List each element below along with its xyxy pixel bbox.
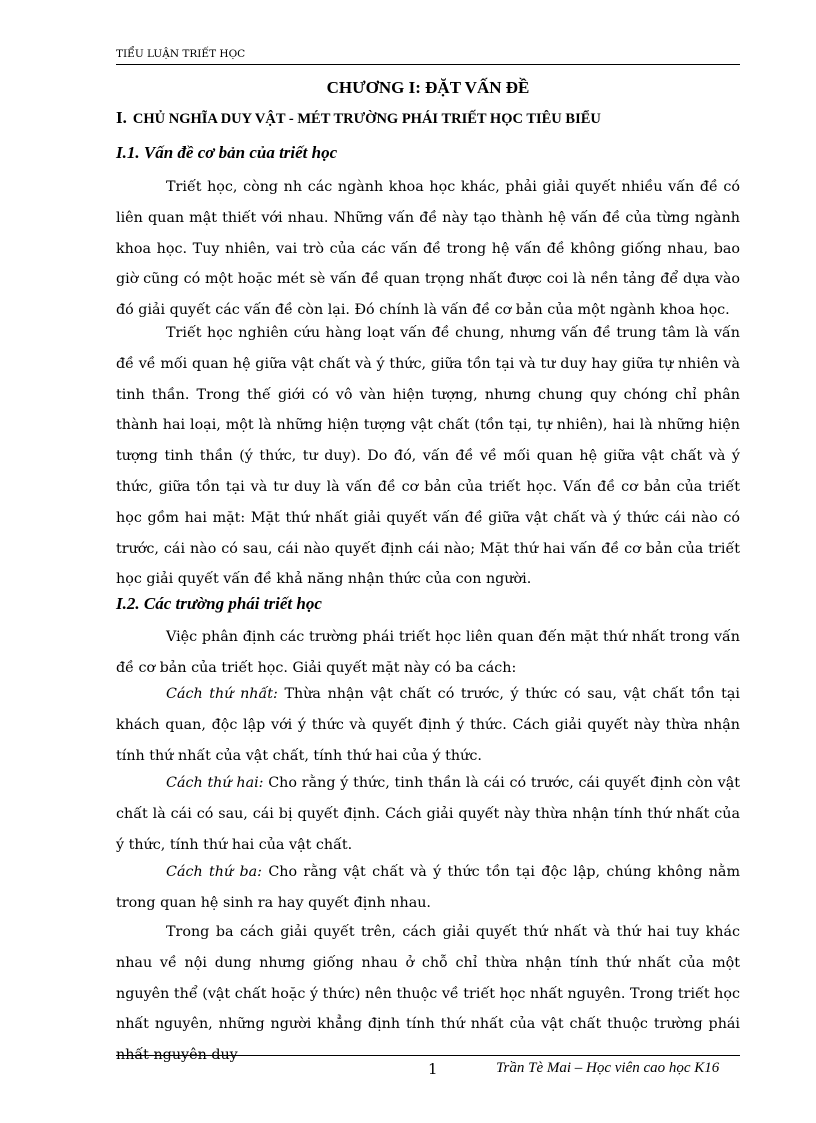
paragraph: Việc phân định các trường phái triết học liên quan đến mặt thứ nhất trong vấn đề cơ bản của triết học. Giải quyết mặt này có ba cách: [116,629,740,676]
paragraph-method-2 [116,768,740,860]
method-2-text: Cho rằng ý thức, tinh thần là cái có trước, cái quyết định còn vật chất là cái có sau, cái bị quyết định. Cách giải quyết này thừa nhận tính thứ nhất của ý thức, tính thứ hai của vật chất. [116,775,740,853]
section-number: I. [116,108,127,127]
subsection-heading-1-2: I.2. Các trường phái triết học [116,594,322,613]
footer-rule [116,1055,740,1056]
method-3-text: Cho rằng vật chất và ý thức tồn tại độc lập, chúng không nằm trong quan hệ sinh ra hay quyết định nhau. [116,864,740,911]
method-2-label: Cách thứ hai: [166,775,264,791]
method-3-label: Cách thứ ba: [166,864,262,880]
page-number: 1 [428,1060,438,1078]
running-header: TIỂU LUẬN TRIẾT HỌC [116,48,246,60]
subsection-heading-1-1: I.1. Vấn đề cơ bản của triết học [116,143,338,162]
method-1-text: Thừa nhận vật chất có trước, ý thức có sau, vật chất tồn tại khách quan, độc lập với ý thức và quyết định ý thức. Cách giải quyết này thừa nhận tính thứ nhất của vật chất, tính thứ hai của ý thức. [116,686,740,764]
header-rule [116,64,740,65]
paragraph: Trong ba cách giải quyết trên, cách giải quyết thứ nhất và thứ hai tuy khác nhau về nội dung nhưng giống nhau ở chỗ chỉ thừa nhận tính thứ nhất của một nguyên thể (vật chất hoặc ý thức) nên thuộc về triết học nhất nguyên. Trong triết học nhất nguyên, những người khẳng định tính thứ nhất của vật chất thuộc trường phái nhất nguyên duy [116,924,740,1064]
chapter-title: CHƯƠNG I: ĐẶT VẤN ĐỀ [326,78,530,97]
paragraph-method-3 [116,857,740,919]
footer-author: Trần Tè Mai – Học viên cao học K16 [496,1060,720,1076]
paragraph-method-1 [116,679,740,771]
section-title: CHỦ NGHĨA DUY VẬT - MÉT TRƯỜNG PHÁI TRIẾT HỌC TIÊU BIỂU [132,111,601,127]
paragraph: Triết học nghiên cứu hàng loạt vấn đề chung, nhưng vấn đề trung tâm là vấn đề về mối quan hệ giữa vật chất và ý thức, giữa tồn tại và tư duy hay giữa tự nhiên và tinh thần. Trong thế giới có vô vàn hiện tượng, nhưng chung quy chóng chỉ phân thành hai loại, một là những hiện tượng vật chất (tồn tại, tự nhiên), hai là những hiện tượng tinh thần (ý thức, tư duy). Do đó, vấn đề về mối quan hệ giữa vật chất và ý thức, giữa tồn tại và tư duy là vấn đề cơ bản của triết học. Vấn đề cơ bản của triết học gồm hai mặt: Mặt thứ nhất giải quyết vấn đề giữa vật chất và ý thức cái nào có trước, cái nào có sau, cái nào quyết định cái nào; Mặt thứ hai vấn đề cơ bản của triết học giải quyết vấn đề khả năng nhận thức của con người. [116,325,740,588]
method-1-label: Cách thứ nhất: [166,686,278,702]
paragraph: Triết học, còng nh các ngành khoa học khác, phải giải quyết nhiều vấn đề có liên quan mật thiết với nhau. Những vấn đề này tạo thành hệ vấn đề của từng ngành khoa học. Tuy nhiên, vai trò của các vấn đề trong hệ vấn đề không giống nhau, bao giờ cũng có một hoặc mét sè vấn đề quan trọng nhất được coi là nền tảng để dựa vào đó giải quyết các vấn đề còn lại. Đó chính là vấn đề cơ bản của một ngành khoa học. [116,179,740,319]
section-heading [116,108,756,128]
